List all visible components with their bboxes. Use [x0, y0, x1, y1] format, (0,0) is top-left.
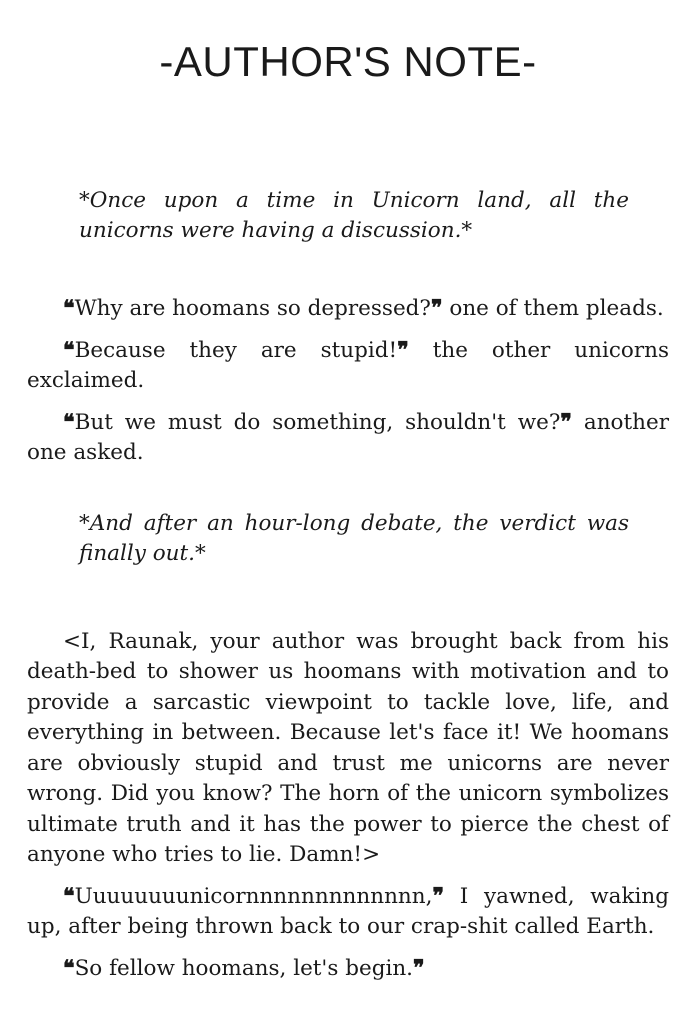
dialogue-speech: So fellow hoomans, let's begin.	[74, 955, 414, 981]
closing-group	[27, 627, 669, 985]
open-quote-mark: ❝	[63, 296, 75, 321]
verdict-narration: *And after an hour-long debate, the verdict was finally out.*	[79, 510, 629, 566]
open-quote-mark: ❝	[63, 955, 75, 981]
announcement-paragraph: <I, Raunak, your author was brought back from his death-bed to shower us hoomans with motivation and to provide a sarcastic viewpoint to tackle love, life, and everything in between. Because let's face it! We hoomans are obviously stupid and trust me unicorns are never wrong. Did you know? The horn of the unicorn symbolizes ultimate truth and it has the power to pierce the chest of anyone who tries to lie. Damn!>	[27, 628, 669, 867]
dialogue-speech: But we must do something, shouldn't we?	[74, 409, 561, 435]
dialogue-group	[27, 294, 669, 469]
dialogue-tail: I yawned, waking up, after being thrown back to our crap-shit called Earth.	[27, 883, 669, 939]
open-quote-mark: ❝	[63, 883, 75, 909]
dialogue-tail: the other unicorns exclaimed.	[27, 337, 669, 393]
intro-narration: *Once upon a time in Unicorn land, all the unicorns were having a discussion.*	[79, 188, 629, 243]
close-quote-mark: ❞	[397, 337, 409, 363]
close-quote-mark: ❞	[560, 409, 572, 435]
dialogue-tail: one of them pleads.	[442, 296, 664, 321]
dialogue-paragraph	[27, 954, 669, 985]
dialogue-paragraph	[27, 294, 669, 325]
page-title: -AUTHOR'S NOTE-	[159, 38, 537, 85]
dialogue-paragraph	[27, 336, 669, 397]
dialogue-tail: another one asked.	[27, 409, 669, 465]
dialogue-paragraph	[27, 882, 669, 943]
close-quote-mark: ❞	[432, 883, 445, 909]
open-quote-mark: ❝	[63, 409, 75, 435]
dialogue-speech: Because they are stupid!	[74, 337, 398, 363]
close-quote-mark: ❞	[413, 955, 425, 981]
dialogue-paragraph	[27, 408, 669, 469]
open-quote-mark: ❝	[63, 337, 75, 363]
dialogue-speech: Why are hoomans so depressed?	[74, 296, 431, 321]
dialogue-speech: Uuuuuuuunicornnnnnnnnnnnnn,	[74, 883, 433, 909]
close-quote-mark: ❞	[430, 296, 443, 321]
